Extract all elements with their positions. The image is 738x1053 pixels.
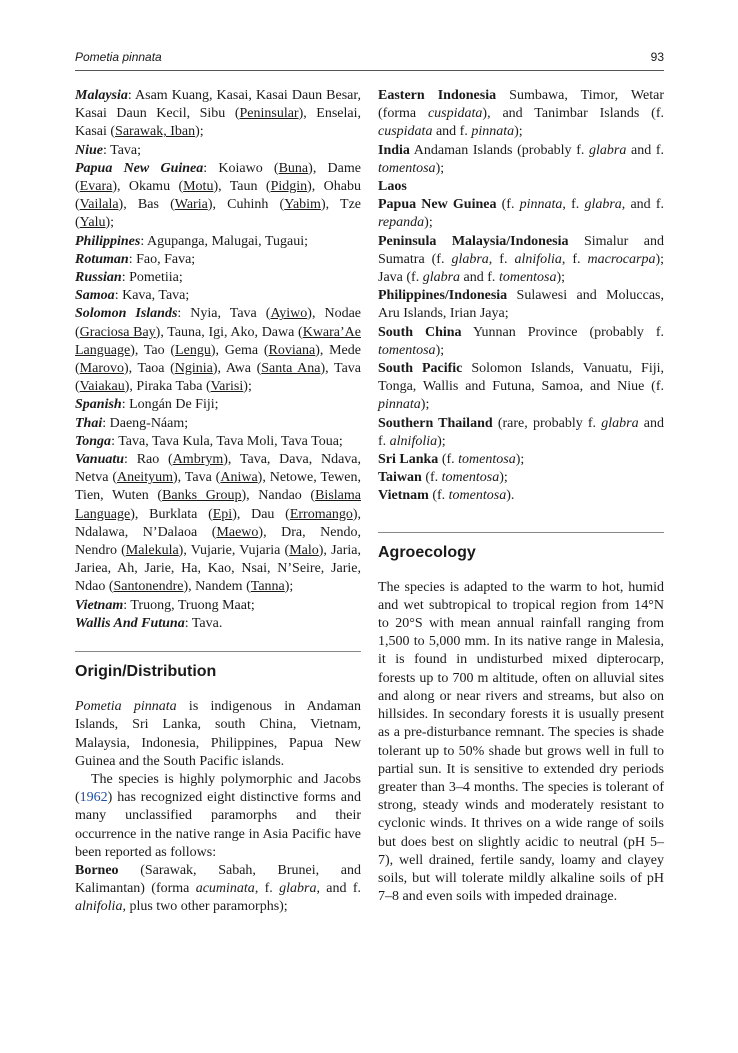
- text-run: , and f.: [316, 881, 361, 897]
- region-name: Maewo: [216, 524, 259, 540]
- text-run: ), Dame (: [75, 160, 361, 195]
- common-name-entry: Russian: Pometiia;: [75, 270, 183, 286]
- italic-term: pinnata: [471, 124, 515, 140]
- text-run: ), Ohabu (: [75, 179, 361, 213]
- text-run: ), Bas (: [118, 197, 175, 213]
- common-name-entry: Niue: Tava;: [75, 142, 142, 158]
- text-run: (Sarawak, Sabah, Brunei, and Kalimantan) (forma: [75, 862, 361, 897]
- text-run: ), Piraka Taba (: [124, 379, 211, 395]
- italic-term: macrocarpa: [587, 251, 656, 267]
- text-run: Tava;: [110, 142, 142, 158]
- italic-term: glabra: [279, 881, 317, 897]
- italic-term: glabra: [451, 251, 489, 267]
- language-label: Samoa: [75, 288, 115, 304]
- italic-term: alnifolia: [75, 899, 123, 915]
- language-label: Solomon Islands: [75, 306, 178, 322]
- language-label: Wallis And Futuna: [75, 615, 185, 631]
- common-name-entry: Spanish: Longán De Fiji;: [75, 397, 219, 413]
- region-name: Buna: [278, 160, 309, 176]
- text-run: and f.: [378, 415, 664, 449]
- agroecology-paragraph: The species is adapted to the warm to hot, humid and wet subtropical to tropical region from 14°N to 20°S with mean annual rainfall ranging from 1,500 to 5,000 mm. In its native range in Malesia, it is found in undisturbed mixed dipterocarp, forests up to 700 m altitude, often on alluvial sites and along or near rivers and streams, but also on hillsides. In secondary forests it is usually present as a pre-disturbance remnant. The species is shade tolerant up to 50% shade but grows well in full to partial sun. It is sensitive to extended dry periods greater than 3–4 months. The species is tolerant of strong, steady winds and moderately resistant to cyclonic winds. It thrives on a wide range of soils but does best on slightly acidic to neutral (pH 5–7), well drained, fertile sandy, loamy and clayey soils, but will tolerate mildly alkaline soils of pH 7–8 and even soils with impeded drainage.: [378, 579, 664, 905]
- region-label: Laos: [378, 179, 407, 195]
- region-label: Vietnam: [378, 488, 429, 504]
- region-name: Tanna: [250, 579, 285, 595]
- agroecology-section: [378, 532, 664, 907]
- text-run: ) has recognized eight distinctive forms and many unclassified paramorphs and their occurrence in the native range in Asia Pacific have been reported as follows:: [75, 790, 361, 860]
- region-label: South China: [378, 324, 462, 340]
- text-run: ), Tava, Dava, Ndava, Netva (: [75, 452, 362, 486]
- text-run: ).: [506, 488, 515, 504]
- text-run: Truong, Truong Maat;: [130, 597, 255, 613]
- distribution-list-left: [75, 862, 361, 917]
- text-run: and f.: [460, 270, 499, 286]
- text-run: ), Tava (: [75, 361, 362, 395]
- text-run: ), Ndalawa, N’Dalaoa (: [75, 506, 361, 540]
- region-name: Yabim: [284, 197, 321, 213]
- text-run: Fao, Fava;: [136, 251, 196, 267]
- text-run: );: [420, 397, 430, 413]
- language-label: Vanuatu: [75, 452, 125, 468]
- text-run: ); Java (f.: [378, 251, 665, 286]
- region-name: Santonendre: [113, 579, 184, 595]
- text-run: and f.: [626, 142, 664, 158]
- language-label: Malaysia: [75, 88, 128, 103]
- text-run: Longán De Fiji;: [129, 397, 219, 413]
- distribution-entry: [378, 87, 664, 142]
- text-run: Koiawo (: [218, 160, 279, 176]
- italic-term: pinnata: [378, 397, 421, 413]
- text-run: ), Gema (: [210, 342, 269, 358]
- text-run: , f.: [561, 251, 588, 267]
- italic-term: tomentosa: [378, 342, 436, 358]
- text-run: Daeng-Náam;: [109, 415, 189, 431]
- italic-term: cuspidata: [378, 124, 433, 140]
- region-name: Aneityum: [116, 470, 173, 486]
- text-run: ), Taoa (: [124, 361, 175, 377]
- region-name: Erromango: [289, 506, 353, 522]
- text-run: );: [284, 579, 294, 595]
- italic-term: acuminata: [195, 881, 255, 897]
- text-run: Andaman Islands (probably f.: [409, 142, 589, 158]
- text-run: Sulawesi and Moluccas, Aru Islands, Irian Jaya;: [378, 288, 664, 322]
- text-run: , f.: [488, 251, 515, 267]
- text-run: );: [515, 452, 525, 468]
- italic-term: tomentosa: [448, 488, 507, 504]
- region-name: Ambrym: [172, 452, 224, 468]
- language-label: Tonga: [75, 433, 112, 449]
- text-run: ), and Tanimbar Islands (f.: [482, 106, 664, 122]
- right-column: [378, 87, 664, 906]
- region-name: Roviana: [268, 342, 316, 358]
- common-name-entry: Papua New Guinea: Koiawo (Buna), Dame (Evara), Okamu (Motu), Taun (Pidgin), Ohabu (Vailala), Bas (Waria), Cuhinh (Yabim), Tze (Yalu);: [75, 160, 362, 231]
- running-title: Pometia pinnata: [75, 50, 162, 64]
- text-run: ), Awa (: [212, 361, 262, 377]
- text-run: Solomon Islands, Vanuatu, Fiji, Tonga, Wallis and Futuna, Samoa, and Niue (f.: [378, 361, 664, 395]
- region-label: South Pacific: [378, 361, 463, 377]
- region-name: Kwara’Ae Language: [75, 324, 361, 358]
- distribution-entry: [378, 415, 664, 451]
- language-label: Rotuman: [75, 251, 129, 267]
- italic-term: repanda: [378, 215, 425, 231]
- section-rule: [75, 651, 361, 652]
- italic-term: glabra: [601, 415, 639, 431]
- region-name: Marovo: [79, 361, 124, 377]
- region-name: Peninsular: [239, 106, 299, 122]
- region-name: Banks Group: [162, 488, 242, 504]
- text-run: ), Nandem (: [183, 579, 251, 595]
- italic-term: Pometia pinnata: [75, 699, 177, 715]
- common-name-entry: Philippines: Agupanga, Malugai, Tugaui;: [75, 233, 308, 249]
- text-run: ), Dra, Nendo, Nendro (: [75, 524, 361, 559]
- region-label: Taiwan: [378, 470, 422, 486]
- region-name: Malekula: [125, 543, 179, 559]
- italic-term: tomentosa: [441, 470, 500, 486]
- text-run: ), Mede (: [75, 342, 361, 377]
- distribution-entry: [378, 287, 664, 323]
- region-name: Evara: [79, 179, 113, 195]
- text-run: , f.: [562, 197, 585, 213]
- region-label: Sri Lanka: [378, 452, 439, 468]
- italic-term: tomentosa: [378, 160, 436, 176]
- language-label: Niue: [75, 142, 103, 158]
- text-run: Kava, Tava;: [122, 288, 190, 304]
- common-name-entry: Vietnam: Truong, Truong Maat;: [75, 597, 255, 613]
- text-run: Pometiia;: [129, 270, 183, 286]
- text-run: ), Dau (: [232, 506, 290, 522]
- region-label: Philippines/Indonesia: [378, 288, 508, 304]
- text-run: );: [195, 124, 204, 140]
- text-run: , and f.: [621, 197, 664, 213]
- text-run: Yunnan Province (probably f.: [461, 324, 665, 340]
- italic-term: glabra: [422, 270, 461, 286]
- region-name: Graciosa Bay: [79, 324, 156, 340]
- text-run: );: [435, 160, 445, 176]
- region-name: Pidgin: [270, 179, 308, 195]
- italic-term: pinnata: [519, 197, 563, 213]
- origin-paragraph-2: [75, 771, 361, 862]
- text-run: , plus two other paramorphs);: [122, 899, 288, 915]
- text-run: (f.: [438, 452, 459, 468]
- distribution-entry: [378, 360, 664, 415]
- region-name: Lengu: [175, 342, 211, 358]
- text-run: Nyia, Tava (: [190, 306, 271, 322]
- origin-paragraph-1: [75, 698, 361, 771]
- text-run: The species is highly polymorphic and Jacobs (: [75, 771, 361, 806]
- region-name: Waria: [174, 197, 208, 213]
- region-name: Motu: [183, 179, 214, 195]
- language-label: Spanish: [75, 397, 122, 413]
- distribution-entry: [75, 862, 361, 917]
- region-name: Nginia: [174, 361, 213, 377]
- text-run: ), Burklata (: [130, 506, 213, 522]
- distribution-entry: [378, 142, 664, 178]
- text-run: );: [424, 215, 433, 231]
- distribution-list-right: [378, 87, 664, 506]
- text-run: ), Okamu (: [112, 179, 184, 195]
- distribution-entry: [378, 324, 664, 360]
- language-label: Philippines: [75, 233, 141, 249]
- italic-term: tomentosa: [458, 452, 516, 468]
- language-label: Papua New Guinea: [75, 160, 204, 176]
- region-name: Sarawak, Iban: [115, 124, 196, 140]
- text-run: );: [499, 470, 508, 486]
- italic-term: alnifolia: [389, 433, 438, 449]
- text-run: ), Cuhinh (: [207, 197, 285, 213]
- text-run: Rao (: [136, 452, 173, 468]
- citation-link[interactable]: 1962: [79, 790, 108, 806]
- region-name: Vaiakau: [79, 379, 125, 395]
- text-run: ), Tao (: [130, 342, 176, 358]
- agroecology-heading: Agroecology: [378, 543, 476, 561]
- origin-section: [75, 651, 361, 916]
- text-run: ), Tze (: [75, 197, 362, 231]
- text-run: , f.: [254, 881, 280, 897]
- text-run: ), Taun (: [213, 179, 271, 195]
- text-run: Tava, Tava Kula, Tava Moli, Tava Toua;: [118, 433, 343, 449]
- section-rule: [378, 532, 664, 533]
- language-label: Russian: [75, 270, 122, 286]
- region-name: Bislama Language: [75, 488, 361, 522]
- text-run: is indigenous in Andaman Islands, Sri Lanka, south China, Vietnam, Malaysia, Indonesia, Philippines, Papua New Guinea and the South Pacific islands.: [75, 699, 361, 769]
- region-label: Borneo: [75, 862, 119, 878]
- region-label: India: [378, 142, 410, 158]
- language-label: Thai: [75, 415, 103, 431]
- text-run: ), Vujarie, Vujaria (: [178, 543, 290, 559]
- text-run: and f.: [432, 124, 472, 140]
- region-name: Malo: [289, 543, 319, 559]
- text-run: (f.: [428, 488, 449, 504]
- text-run: Agupanga, Malugai, Tugaui;: [146, 233, 308, 249]
- region-name: Santa Ana: [261, 361, 321, 377]
- left-column: [75, 87, 361, 917]
- text-run: ), Nodae (: [75, 306, 361, 340]
- text-run: ), Tava (: [172, 470, 221, 486]
- text-run: );: [105, 215, 115, 231]
- common-name-entry: Solomon Islands: Nyia, Tava (Ayiwo), Nodae (Graciosa Bay), Tauna, Igi, Ako, Dawa (Kwara’Ae Language), Tao (Lengu), Gema (Roviana), Mede (Marovo), Taoa (Nginia), Awa (Santa Ana), Tava (Vaiakau), Piraka Taba (Varisi);: [75, 306, 362, 395]
- header-rule: [75, 70, 664, 71]
- origin-heading: Origin/Distribution: [75, 663, 217, 681]
- common-name-entry: Wallis And Futuna: Tava.: [75, 615, 223, 631]
- common-name-entry: Thai: Daeng-Náam;: [75, 415, 189, 431]
- region-label: Peninsula Malaysia/Indonesia: [378, 233, 569, 249]
- region-name: Varisi: [210, 379, 244, 395]
- text-run: ), Jaria, Jariea, Ah, Jarie, Ha, Kao, Nsai, N’Seire, Jarie, Ndao (: [75, 543, 361, 595]
- text-run: Tava.: [191, 615, 223, 631]
- text-run: ), Nandao (: [241, 488, 316, 504]
- text-run: ), Tauna, Igi, Ako, Dawa (: [155, 324, 303, 340]
- italic-term: alnifolia: [514, 251, 562, 267]
- region-name: Ayiwo: [270, 306, 308, 322]
- common-name-entry: Malaysia: Asam Kuang, Kasai, Kasai Daun Besar, Kasai Daun Kecil, Sibu (Peninsular), Enselai, Kasai (Sarawak, Iban);: [75, 88, 361, 140]
- page-number: 93: [650, 50, 664, 64]
- distribution-entry: [378, 233, 664, 288]
- region-name: Aniwa: [220, 470, 258, 486]
- text-run: );: [514, 124, 523, 140]
- running-header: [75, 50, 664, 70]
- common-name-entry: Tonga: Tava, Tava Kula, Tava Moli, Tava Toua;: [75, 433, 343, 449]
- region-label: Eastern Indonesia: [378, 88, 497, 103]
- text-run: (f.: [421, 470, 442, 486]
- common-name-entry: Vanuatu: Rao (Ambrym), Tava, Dava, Ndava, Netva (Aneityum), Tava (Aniwa), Netowe, Tewen, Tien, Wuten (Banks Group), Nandao (Bislama Language), Burklata (Epi), Dau (Erromango), Ndalawa, N’Dalaoa (Maewo), Dra, Nendo, Nendro (Malekula), Vujarie, Vujaria (Malo), Jaria, Jariea, Ah, Jarie, Ha, Kao, Nsai, N’Seire, Jarie, Ndao (Santonendre), Nandem (Tanna);: [75, 452, 362, 595]
- region-name: Epi: [212, 506, 233, 522]
- region-name: Vailala: [79, 197, 119, 213]
- common-name-entry: Rotuman: Fao, Fava;: [75, 251, 196, 267]
- text-run: Asam Kuang, Kasai, Kasai Daun Besar, Kasai Daun Kecil, Sibu (: [75, 88, 361, 122]
- common-names-list: [75, 87, 361, 633]
- text-run: Simalur and Sumatra (f.: [378, 233, 664, 267]
- text-run: (f.: [496, 197, 520, 213]
- text-run: ), Enselai, Kasai (: [75, 106, 361, 140]
- distribution-entry: [378, 178, 664, 196]
- text-run: );: [556, 270, 566, 286]
- region-label: Papua New Guinea: [378, 197, 497, 213]
- distribution-entry: [378, 487, 664, 505]
- region-label: Southern Thailand: [378, 415, 493, 431]
- italic-term: glabra: [589, 142, 627, 158]
- text-run: );: [243, 379, 252, 395]
- text-run: ), Netowe, Tewen, Tien, Wuten (: [75, 470, 362, 504]
- region-name: Yalu: [79, 215, 106, 231]
- common-name-entry: Samoa: Kava, Tava;: [75, 288, 190, 304]
- distribution-entry: [378, 469, 664, 487]
- italic-term: glabra: [584, 197, 622, 213]
- distribution-entry: [378, 451, 664, 469]
- italic-term: cuspidata: [427, 106, 483, 122]
- language-label: Vietnam: [75, 597, 124, 613]
- distribution-entry: [378, 196, 664, 232]
- text-run: );: [437, 433, 446, 449]
- text-run: Sumbawa, Timor, Wetar (forma: [378, 88, 664, 122]
- text-run: (rare, probably f.: [492, 415, 602, 431]
- text-run: );: [435, 342, 445, 358]
- italic-term: tomentosa: [498, 270, 557, 286]
